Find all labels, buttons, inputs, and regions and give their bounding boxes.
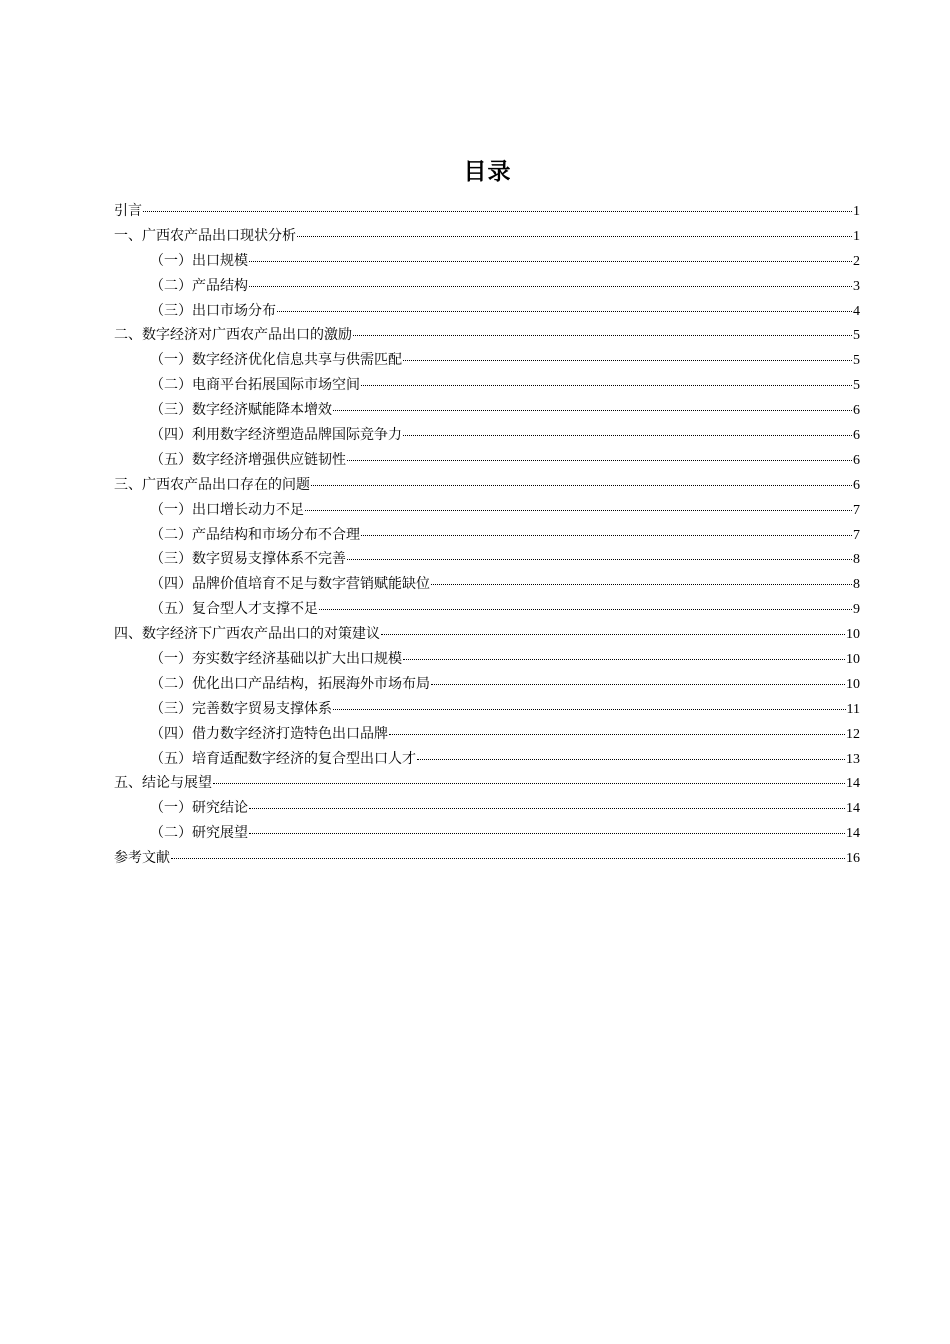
toc-entry-page-number: 13: [846, 751, 860, 767]
dot-leader: [333, 410, 852, 411]
toc-section-entry[interactable]: [114, 249, 860, 274]
toc-entry-page-number: 5: [853, 353, 860, 369]
toc-entry-page-number: 4: [853, 303, 860, 319]
toc-entry-page-number: 8: [853, 552, 860, 568]
toc-entry-page-number: 14: [846, 776, 860, 792]
toc-entry-page-number: 7: [853, 502, 860, 518]
dot-leader: [249, 808, 845, 809]
dot-leader: [249, 261, 852, 262]
toc-entry-page-number: 6: [853, 428, 860, 444]
toc-entry-page-number: 6: [853, 452, 860, 468]
dot-leader: [361, 385, 852, 386]
toc-entry-label: （一）数字经济优化信息共享与供需匹配: [150, 352, 402, 369]
toc-section-entry[interactable]: [114, 647, 860, 672]
dot-leader: [347, 460, 852, 461]
toc-section-entry[interactable]: [114, 299, 860, 324]
dot-leader: [347, 559, 852, 560]
toc-entry-label: 参考文献: [114, 850, 170, 867]
toc-entry-label: 引言: [114, 203, 142, 219]
toc-chapter-entry[interactable]: [114, 323, 860, 348]
dot-leader: [333, 709, 846, 710]
toc-chapter-entry[interactable]: [114, 224, 860, 249]
toc-entry-page-number: 8: [853, 577, 860, 593]
toc-section-entry[interactable]: [114, 498, 860, 523]
dot-leader: [249, 833, 845, 834]
toc-entry-label: （三）数字经济赋能降本增效: [150, 402, 332, 419]
dot-leader: [311, 485, 852, 486]
dot-leader: [381, 634, 845, 635]
toc-section-entry[interactable]: [114, 747, 860, 772]
toc-section-entry[interactable]: [114, 398, 860, 423]
dot-leader: [277, 311, 852, 312]
dot-leader: [297, 236, 852, 237]
dot-leader: [417, 759, 845, 760]
toc-entry-label: （二）产品结构: [150, 277, 248, 294]
toc-section-entry[interactable]: [114, 697, 860, 722]
dot-leader: [431, 684, 845, 685]
toc-entry-page-number: 1: [853, 228, 860, 244]
toc-entry-page-number: 3: [853, 278, 860, 294]
dot-leader: [361, 535, 852, 536]
toc-entry-page-number: 14: [846, 826, 860, 842]
toc-entry-page-number: 2: [853, 253, 860, 269]
toc-entry-label: （三）数字贸易支撑体系不完善: [150, 551, 346, 568]
dot-leader: [143, 211, 852, 212]
dot-leader: [431, 584, 852, 585]
toc-section-entry[interactable]: [114, 672, 860, 697]
toc-entry-page-number: 5: [853, 328, 860, 344]
toc-section-entry[interactable]: [114, 722, 860, 747]
toc-entry-label: （三）出口市场分布: [150, 302, 276, 319]
toc-title: 目录: [463, 159, 512, 185]
toc-entry-label: （四）借力数字经济打造特色出口品牌: [150, 725, 388, 742]
toc-entry-page-number: 12: [846, 726, 860, 742]
toc-chapter-entry[interactable]: [114, 771, 860, 796]
dot-leader: [403, 360, 852, 361]
dot-leader: [403, 435, 852, 436]
dot-leader: [353, 335, 852, 336]
toc-entry-label: （四）品牌价值培育不足与数字营销赋能缺位: [150, 576, 430, 593]
dot-leader: [305, 510, 852, 511]
toc-entry-label: 一、广西农产品出口现状分析: [114, 227, 296, 244]
toc-entry-label: （一）出口增长动力不足: [150, 501, 304, 518]
toc-entry-page-number: 16: [846, 851, 860, 867]
toc-entry-label: （二）优化出口产品结构，拓展海外市场布局: [150, 675, 430, 692]
toc-entry-label: 二、数字经济对广西农产品出口的激励: [114, 327, 352, 344]
toc-section-entry[interactable]: [114, 348, 860, 373]
toc-entry-label: 五、结论与展望: [114, 775, 212, 792]
toc-entry-label: （五）培育适配数字经济的复合型出口人才: [150, 750, 416, 767]
toc-chapter-entry[interactable]: [114, 622, 860, 647]
toc-section-entry[interactable]: [114, 572, 860, 597]
dot-leader: [249, 286, 852, 287]
toc-section-entry[interactable]: [114, 523, 860, 548]
toc-entry-label: （二）电商平台拓展国际市场空间: [150, 377, 360, 394]
toc-entry-page-number: 6: [853, 403, 860, 419]
toc-entry-label: （一）出口规模: [150, 252, 248, 269]
toc-entry-label: （四）利用数字经济塑造品牌国际竞争力: [150, 427, 402, 444]
toc-entry-label: （一）研究结论: [150, 800, 248, 817]
dot-leader: [171, 858, 845, 859]
toc-entry-label: （五）复合型人才支撑不足: [150, 601, 318, 618]
toc-section-entry[interactable]: [114, 547, 860, 572]
toc-section-entry[interactable]: [114, 448, 860, 473]
table-of-contents: [114, 199, 860, 871]
toc-section-entry[interactable]: [114, 796, 860, 821]
toc-chapter-entry[interactable]: [114, 473, 860, 498]
toc-entry-page-number: 10: [846, 627, 860, 643]
toc-entry-label: （二）研究展望: [150, 825, 248, 842]
toc-section-entry[interactable]: [114, 423, 860, 448]
toc-entry-page-number: 14: [846, 801, 860, 817]
toc-entry-page-number: 6: [853, 477, 860, 493]
dot-leader: [213, 783, 845, 784]
toc-section-entry[interactable]: [114, 821, 860, 846]
toc-entry-page-number: 10: [846, 652, 860, 668]
toc-entry-page-number: 9: [853, 602, 860, 618]
toc-section-entry[interactable]: [114, 597, 860, 622]
toc-entry-page-number: 7: [853, 527, 860, 543]
toc-section-entry[interactable]: [114, 373, 860, 398]
toc-entry-label: 三、广西农产品出口存在的问题: [114, 476, 310, 493]
toc-section-entry[interactable]: [114, 274, 860, 299]
toc-entry-label: （五）数字经济增强供应链韧性: [150, 451, 346, 468]
toc-entry-page-number: 11: [846, 701, 860, 717]
toc-entry-page-number: 1: [853, 204, 860, 219]
toc-entry-page-number: 10: [846, 676, 860, 692]
toc-entry-label: 四、数字经济下广西农产品出口的对策建议: [114, 626, 380, 643]
toc-entry-label: （三）完善数字贸易支撑体系: [150, 700, 332, 717]
dot-leader: [403, 659, 845, 660]
toc-chapter-entry[interactable]: [114, 846, 860, 871]
toc-entry-label: （一）夯实数字经济基础以扩大出口规模: [150, 651, 402, 668]
toc-chapter-entry[interactable]: [114, 199, 860, 224]
dot-leader: [319, 609, 852, 610]
dot-leader: [389, 734, 845, 735]
toc-entry-label: （二）产品结构和市场分布不合理: [150, 526, 360, 543]
toc-entry-page-number: 5: [853, 378, 860, 394]
